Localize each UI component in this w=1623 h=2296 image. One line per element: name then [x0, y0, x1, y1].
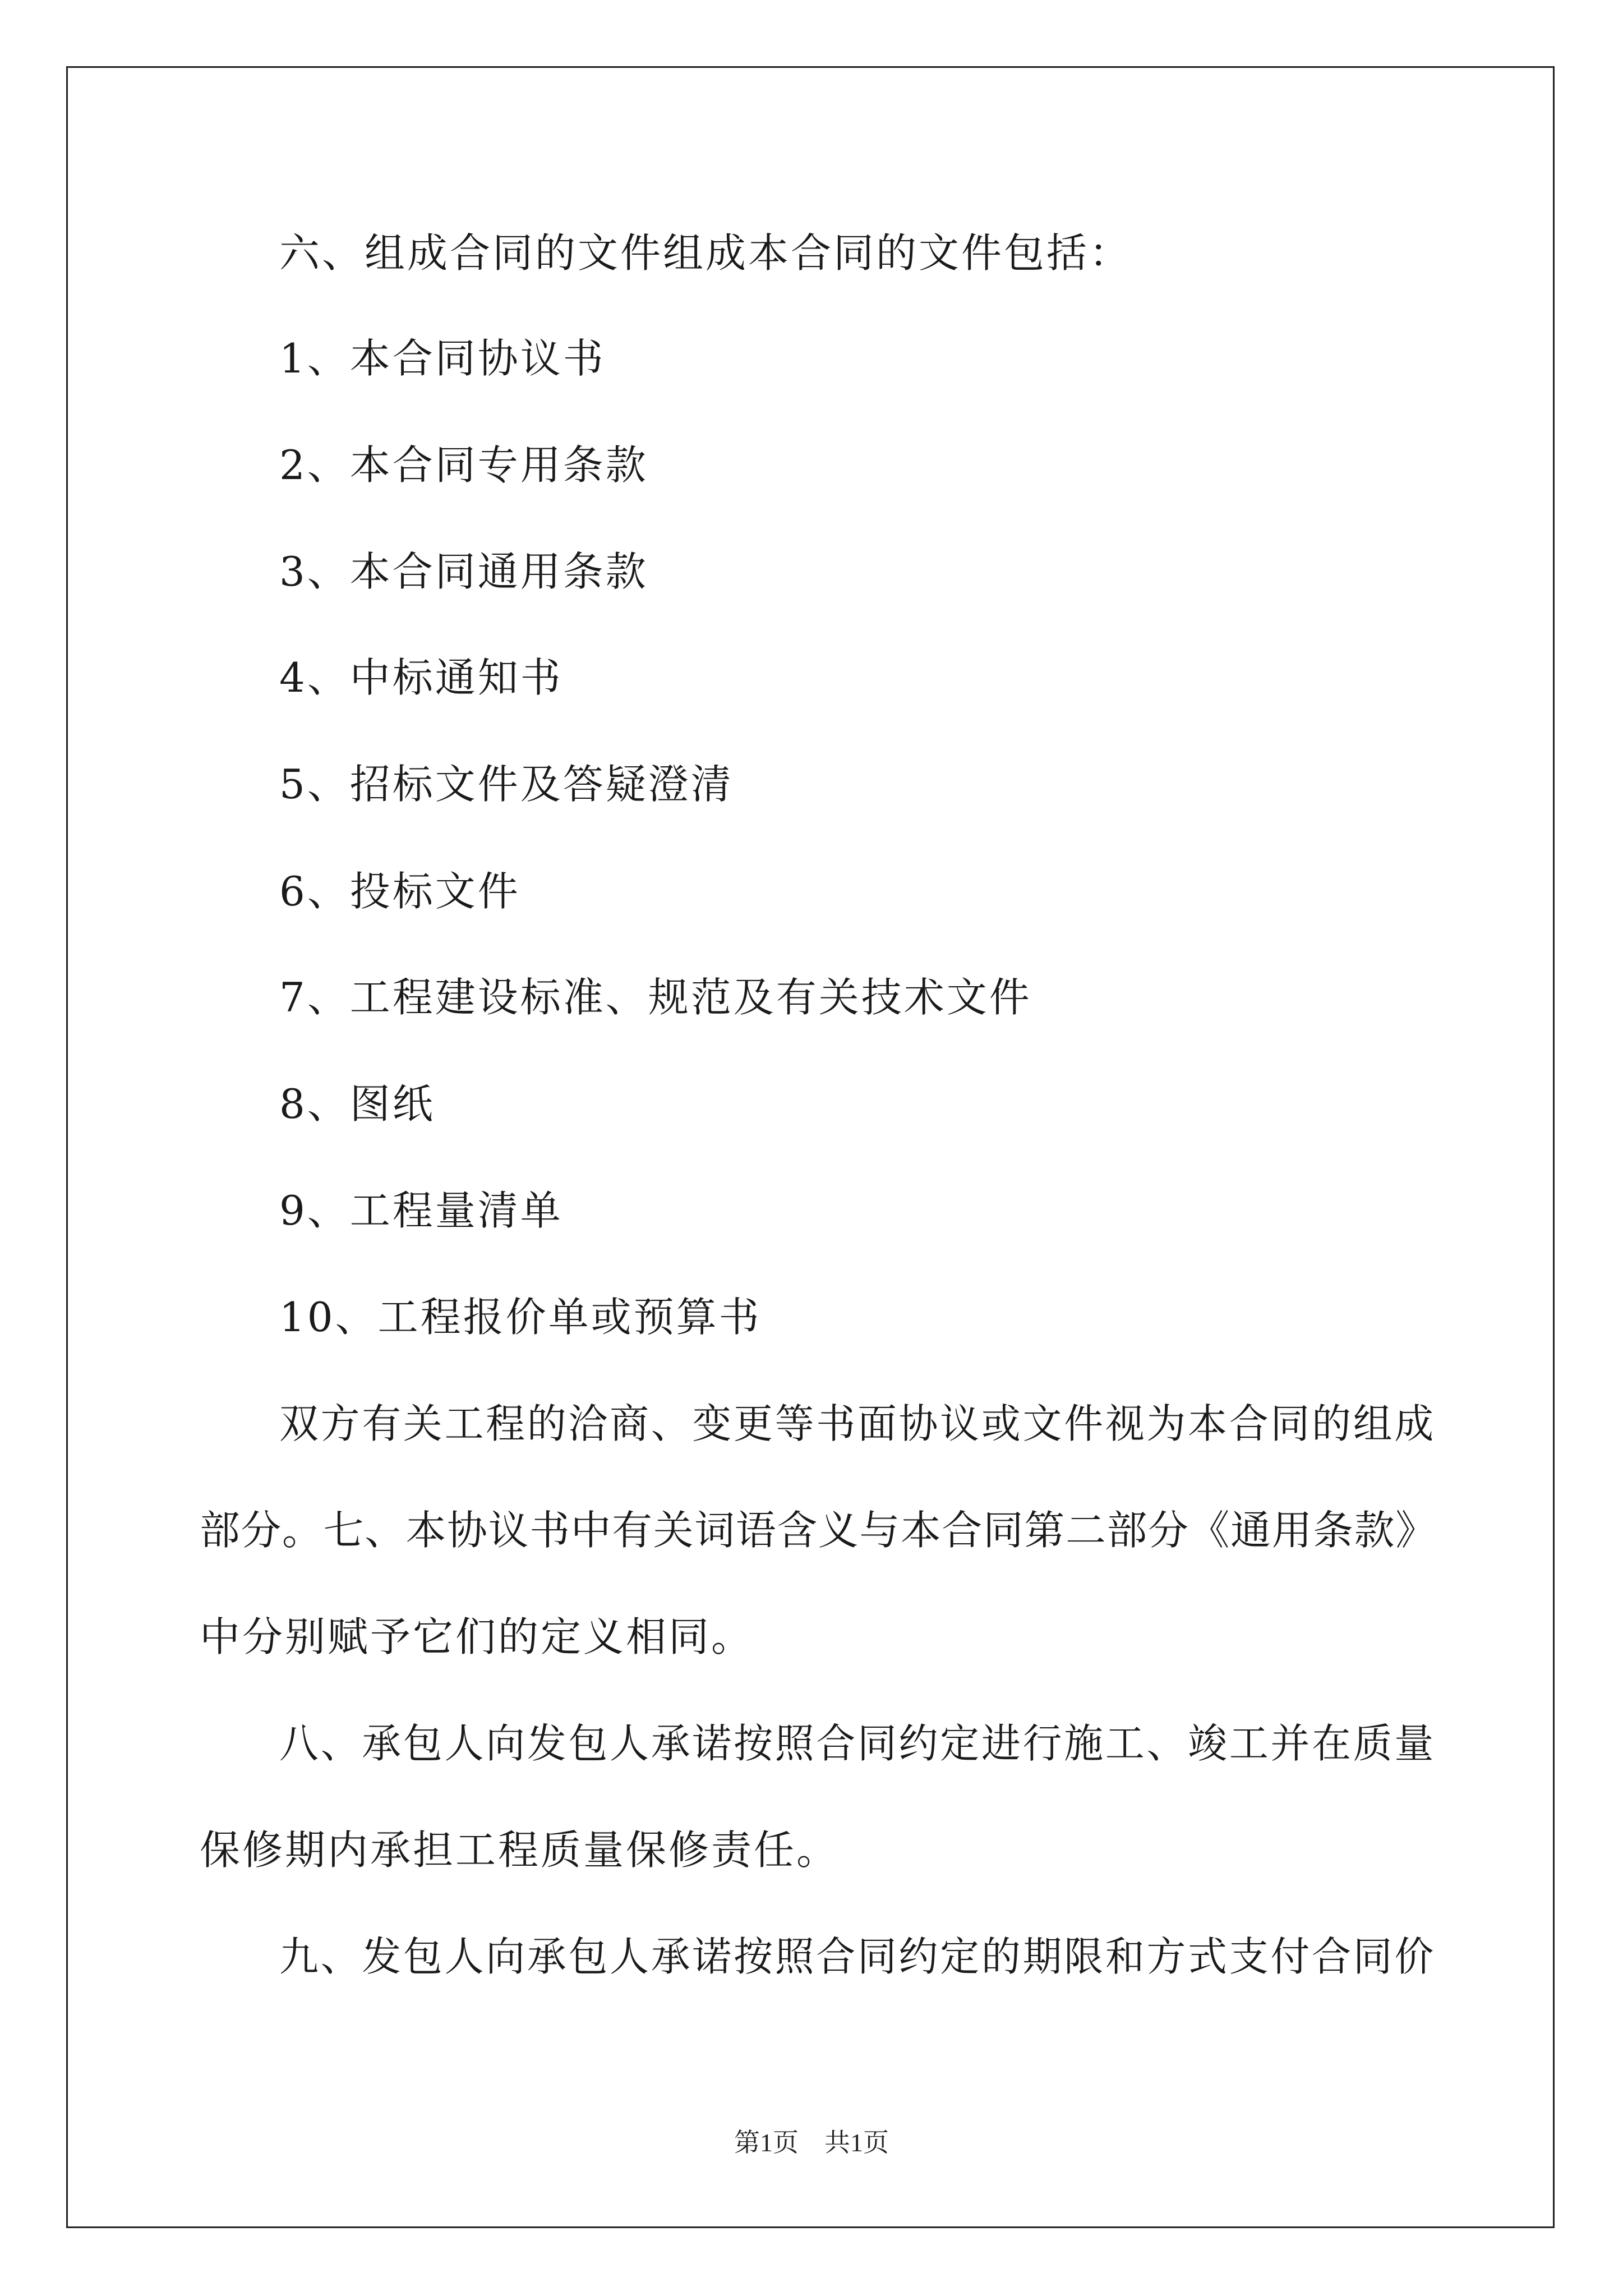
list-item: 9、工程量清单 — [279, 1187, 563, 1234]
paragraph-line: 中分别赋予它们的定义相同。 — [200, 1613, 754, 1660]
section-six-heading: 六、组成合同的文件组成本合同的文件包括： — [279, 229, 1132, 277]
paragraph-line: 保修期内承担工程质量保修责任。 — [200, 1826, 840, 1874]
list-item: 2、本合同专用条款 — [279, 441, 648, 489]
paragraph-line: 部分。七、本协议书中有关词语含义与本合同第二部分《通用条款》 — [200, 1507, 1436, 1554]
list-item: 5、招标文件及答疑澄清 — [279, 761, 734, 808]
page-footer: 第1页 共1页 — [734, 2128, 889, 2157]
list-item: 1、本合同协议书 — [279, 335, 606, 382]
paragraph-line: 八、承包人向发包人承诺按照合同约定进行施工、竣工并在质量 — [279, 1720, 1436, 1767]
list-item: 8、图纸 — [279, 1080, 435, 1128]
page-border — [66, 66, 1555, 2228]
paragraph-line: 九、发包人向承包人承诺按照合同约定的期限和方式支付合同价 — [279, 1933, 1436, 1980]
paragraph-line: 双方有关工程的洽商、变更等书面协议或文件视为本合同的组成 — [279, 1400, 1436, 1447]
list-item: 10、工程报价单或预算书 — [279, 1294, 762, 1341]
list-item: 3、本合同通用条款 — [279, 548, 648, 595]
list-item: 6、投标文件 — [279, 868, 520, 915]
list-item: 4、中标通知书 — [279, 654, 563, 701]
list-item: 7、工程建设标准、规范及有关技术文件 — [279, 974, 1032, 1021]
